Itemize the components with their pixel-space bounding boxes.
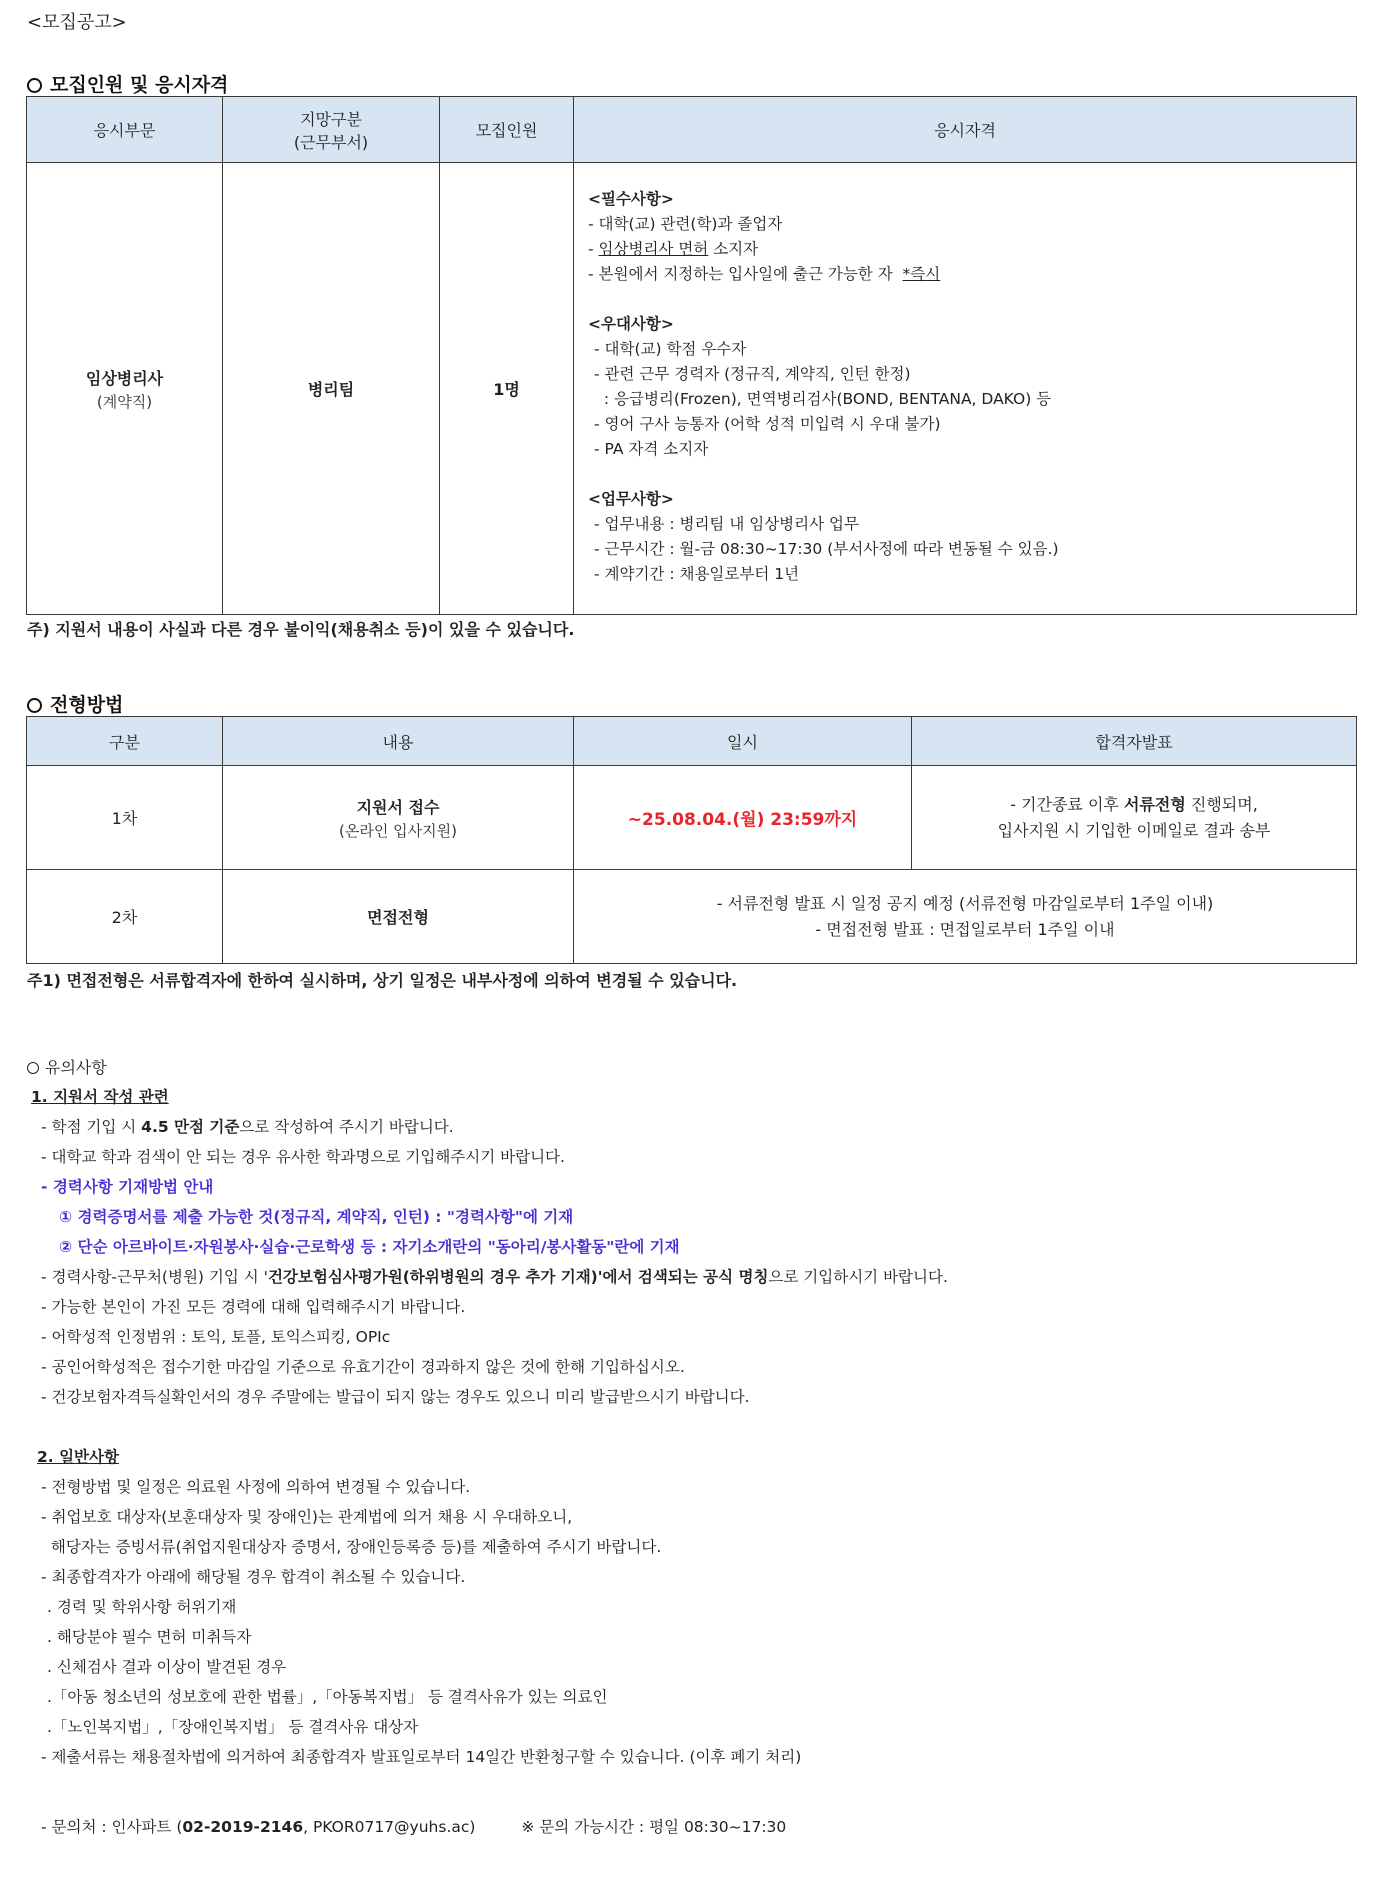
notice-item: .「아동 청소년의 성보호에 관한 법률」,「아동복지법」 등 결격사유가 있는 의료인 — [47, 1688, 608, 1706]
required-item: - 임상병리사 면허 소지자 — [588, 240, 759, 258]
preferred-item: : 응급병리(Frozen), 면역병리검사(BOND, BENTANA, DAKO) 등 — [594, 390, 1052, 408]
duty-item: - 업무내용 : 병리팀 내 임상병리사 업무 — [594, 515, 859, 533]
table-header-row — [27, 97, 1357, 163]
header-count: 모집인원 — [440, 97, 574, 163]
notice-item: - 경력사항 기재방법 안내 — [41, 1178, 214, 1196]
circle-bullet-icon — [27, 78, 42, 93]
cell-team: 병리팀 — [223, 163, 440, 615]
notice-item: 해당자는 증빙서류(취업지원대상자 증명서, 장애인등록증 등)를 제출하여 주시기 바랍니다. — [41, 1538, 662, 1556]
notice-item: - 전형방법 및 일정은 의료원 사정에 의하여 변경될 수 있습니다. — [41, 1478, 471, 1496]
cell-dept — [27, 163, 223, 615]
deadline-text: ~25.08.04.(월) 23:59까지 — [627, 810, 858, 830]
duty-item: - 근무시간 : 월-금 08:30~17:30 (부서사정에 따라 변동될 수 있음.) — [594, 540, 1059, 558]
contact-hours: ※ 문의 가능시간 : 평일 08:30~17:30 — [521, 1818, 787, 1836]
notice-item: .「노인복지법」,「장애인복지법」 등 결격사유 대상자 — [47, 1718, 419, 1736]
section2-note: 주1) 면접전형은 서류합격자에 한하여 실시하며, 상기 일정은 내부사정에 의하여 변경될 수 있습니다. — [27, 971, 738, 990]
notice-item: - 가능한 본인이 가진 모든 경력에 대해 입력해주시기 바랍니다. — [41, 1298, 466, 1316]
duty-heading: <업무사항> — [588, 490, 674, 508]
notice-item: - 제출서류는 채용절차법에 의거하여 최종합격자 발표일로부터 14일간 반환청구할 수 있습니다. (이후 폐기 처리) — [41, 1748, 802, 1766]
notice-item: . 경력 및 학위사항 허위기재 — [47, 1598, 237, 1616]
dept-name: 임상병리사 — [85, 368, 164, 388]
recruitment-table — [26, 96, 1357, 615]
header-date: 일시 — [574, 717, 912, 766]
cell-result: - 기간종료 이후 서류전형 진행되며, 입사지원 시 기입한 이메일로 결과 송부 — [912, 766, 1357, 870]
header-division: 지망구분 (근무부서) — [223, 97, 440, 163]
circle-bullet-icon — [27, 1062, 39, 1074]
section1-note: 주) 지원서 내용이 사실과 다른 경우 불이익(채용취소 등)이 있을 수 있습니다. — [27, 620, 575, 639]
header-content: 내용 — [223, 717, 574, 766]
notice-item: - 어학성적 인정범위 : 토익, 토플, 토익스피킹, OPIc — [41, 1328, 391, 1346]
table-header-row — [27, 717, 1357, 766]
header-qualification: 응시자격 — [574, 97, 1357, 163]
notice-item: - 공인어학성적은 접수기한 마감일 기준으로 유효기간이 경과하지 않은 것에 한해 기입하십시오. — [41, 1358, 685, 1376]
cell-stage: 1차 — [27, 766, 223, 870]
table-row — [27, 870, 1357, 964]
table-row — [27, 766, 1357, 870]
section-heading-notice: 유의사항 — [27, 1055, 107, 1078]
selection-table — [26, 716, 1357, 964]
cell-content: 지원서 접수 (온라인 입사지원) — [223, 766, 574, 870]
notice-item: . 신체검사 결과 이상이 발견된 경우 — [47, 1658, 287, 1676]
cell-date — [574, 766, 912, 870]
preferred-item: - 영어 구사 능통자 (어학 성적 미입력 시 우대 불가) — [594, 415, 941, 433]
table-row — [27, 163, 1357, 615]
required-item: - 대학(교) 관련(학)과 졸업자 — [588, 215, 783, 233]
contact-line: - 문의처 : 인사파트 (02-2019-2146, PKOR0717@yuhs.ac) ※ 문의 가능시간 : 평일 08:30~17:30 — [41, 1818, 787, 1836]
notice-item: ① 경력증명서를 제출 가능한 것(정규직, 계약직, 인턴) : "경력사항"에 기재 — [59, 1208, 574, 1226]
contact-phone: 02-2019-2146 — [182, 1818, 304, 1836]
contact-email: , PKOR0717@yuhs.ac) — [303, 1818, 476, 1836]
header-dept: 응시부문 — [27, 97, 223, 163]
header-stage: 구분 — [27, 717, 223, 766]
notice-item: - 건강보험자격득실확인서의 경우 주말에는 발급이 되지 않는 경우도 있으니 미리 발급받으시기 바랍니다. — [41, 1388, 750, 1406]
required-heading: <필수사항> — [588, 190, 674, 208]
cell-count: 1명 — [440, 163, 574, 615]
notice-item: - 경력사항-근무처(병원) 기입 시 '건강보험심사평가원(하위병원의 경우 추가 기재)'에서 검색되는 공식 명칭으로 기입하시기 바랍니다. — [41, 1268, 948, 1286]
cell-result: - 서류전형 발표 시 일정 공지 예정 (서류전형 마감일로부터 1주일 이내) - 면접전형 발표 : 면접일로부터 1주일 이내 — [574, 870, 1357, 964]
circle-bullet-icon — [27, 698, 42, 713]
notice-subheading-2: 2. 일반사항 — [37, 1448, 119, 1466]
notice-subheading-1: 1. 지원서 작성 관련 — [31, 1088, 169, 1106]
preferred-heading: <우대사항> — [588, 315, 674, 333]
dept-type: (계약직) — [96, 392, 153, 411]
header-result: 합격자발표 — [912, 717, 1357, 766]
document-title: <모집공고> — [27, 12, 127, 33]
cell-qualification — [574, 163, 1357, 615]
duty-item: - 계약기간 : 채용일로부터 1년 — [594, 565, 800, 583]
notice-item: - 취업보호 대상자(보훈대상자 및 장애인)는 관계법에 의거 채용 시 우대하오니, — [41, 1508, 573, 1526]
notice-item: - 최종합격자가 아래에 해당될 경우 합격이 취소될 수 있습니다. — [41, 1568, 466, 1586]
preferred-item: - PA 자격 소지자 — [594, 440, 709, 458]
preferred-item: - 관련 근무 경력자 (정규직, 계약직, 인턴 한정) — [594, 365, 911, 383]
notice-item: - 학점 기입 시 4.5 만점 기준으로 작성하여 주시기 바랍니다. — [41, 1118, 454, 1136]
required-item: - 본원에서 지정하는 입사일에 출근 가능한 자 *즉시 — [588, 265, 941, 283]
notice-item: ② 단순 아르바이트·자원봉사·실습·근로학생 등 : 자기소개란의 "동아리/봉사활동"란에 기재 — [59, 1238, 680, 1256]
notice-item: - 대학교 학과 검색이 안 되는 경우 유사한 학과명으로 기입해주시기 바랍니다. — [41, 1148, 565, 1166]
preferred-item: - 대학(교) 학점 우수자 — [594, 340, 747, 358]
cell-content: 면접전형 — [223, 870, 574, 964]
section-heading-selection: 전형방법 — [27, 690, 123, 717]
section-heading-recruitment: 모집인원 및 응시자격 — [27, 70, 228, 97]
notice-list — [27, 1082, 948, 1772]
notice-item: . 해당분야 필수 면허 미취득자 — [47, 1628, 252, 1646]
cell-stage: 2차 — [27, 870, 223, 964]
